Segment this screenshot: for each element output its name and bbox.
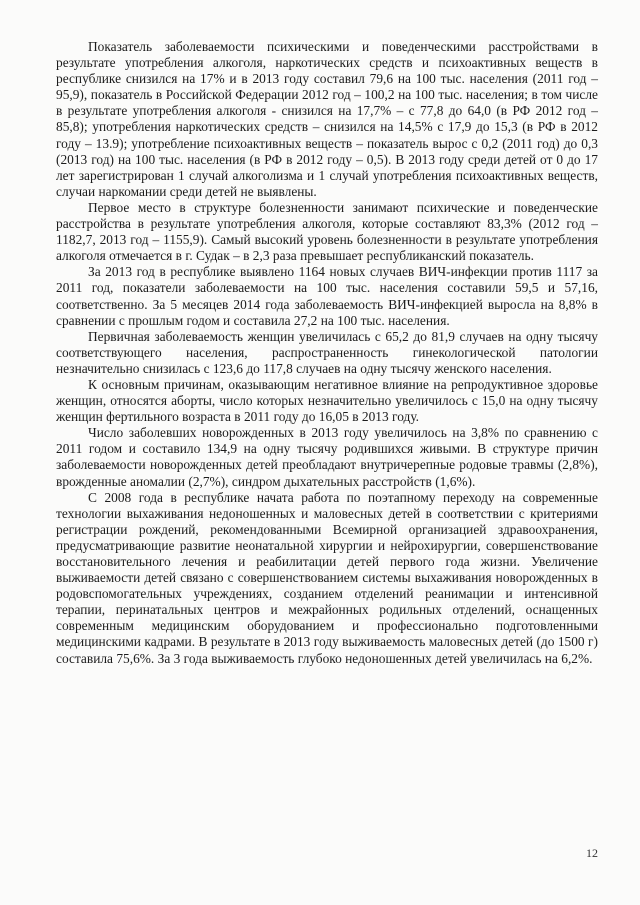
paragraph-neonatal-care: С 2008 года в республике начата работа по поэтапному переходу на современные технологии выхаживания недоношенных и маловесных детей в соответствии с критериями регистрации рождений, рекомендованными Всемирной организацией здравоохранения, предусматривающие развитие неонатальной хирургии и нейрохирургии, совершенствование восстановительного лечения и реабилитации детей первого года жизни. Увеличение выживаемости детей связано с совершенствованием системы выхаживания новорожденных в родовспомогательных учреждениях, созданием отделений реанимации и интенсивной терапии, перинатальных центров и межрайонных родильных отделений, оснащенных современным медицинским оборудованием и профессионально подготовленными медицинскими кадрами. В результате в 2013 году выживаемость маловесных детей (до 1500 г) составила 75,6%. За 3 года выживаемость глубоко недоношенных детей увеличилась на 6,2%. (56, 489, 598, 666)
paragraph-abortions: К основным причинам, оказывающим негативное влияние на репродуктивное здоровье женщин, относятся аборты, число которых незначительно увеличилось с 15,0 на одну тысячу женщин фертильного возраста в 2011 году до 16,05 в 2013 году. (56, 376, 598, 425)
page-number: 12 (586, 846, 598, 860)
paragraph-mental-disorders: Показатель заболеваемости психическими и поведенческими расстройствами в результате употребления алкоголя, наркотических средств и психоактивных веществ в республике снизился на 17% и в 2013 году составил 79,6 на 100 тыс. населения (2011 год – 95,9), показатель в Российской Федерации 2012 год – 100,2 на 100 тыс. населения; в том числе в результате употребления алкоголя - снизился на 17,7% – с 77,8 до 64,0 (в РФ 2012 год – 85,8); употребления наркотических средств – снизился на 14,5% с 17,9 до 15,3 (в РФ в 2012 году – 13.9); употребление психоактивных веществ – показатель вырос с 0,2 (2011 год) до 0,3 (2013 год) на 100 тыс. населения (в РФ в 2012 году – 0,5). В 2013 году среди детей от 0 до 17 лет зарегистрирован 1 случай алкоголизма и 1 случай употребления психоактивных веществ, случаи наркомании среди детей не выявлены. (56, 39, 598, 199)
paragraph-women-morbidity: Первичная заболеваемость женщин увеличилась с 65,2 до 81,9 случаев на одну тысячу соответствующего населения, распространенность гинекологической патологии незначительно снизилась с 123,6 до 117,8 случаев на одну тысячу женского населения. (56, 328, 598, 376)
paragraph-prevalence-structure: Первое место в структуре болезненности занимают психические и поведенческие расстройства в результате употребления алкоголя, которые составляют 83,3% (2012 год – 1182,7, 2013 год – 1155,9). Самый высокий уровень болезненности в результате употребления алкоголя отмечается в г. Судак – в 2,3 раза превышает республиканский показатель. (56, 199, 598, 264)
paragraph-newborns: Число заболевших новорожденных в 2013 году увеличилось на 3,8% по сравнению с 2011 годом и составило 134,9 на одну тысячу родившихся живыми. В структуре причин заболеваемости новорожденных детей преобладают внутричерепные родовые травмы (2,8%), врожденные аномалии (2,7%), синдром дыхательных расстройств (1,6%). (56, 425, 598, 489)
paragraph-hiv: За 2013 год в республике выявлено 1164 новых случаев ВИЧ-инфекции против 1117 за 2011 год, показатели заболеваемости на 100 тыс. населения составили 59,5 и 57,16, соответственно. За 5 месяцев 2014 года заболеваемость ВИЧ-инфекцией выросла на 8,8% в сравнении с прошлым годом и составила 27,2 на 100 тыс. населения. (56, 264, 598, 328)
